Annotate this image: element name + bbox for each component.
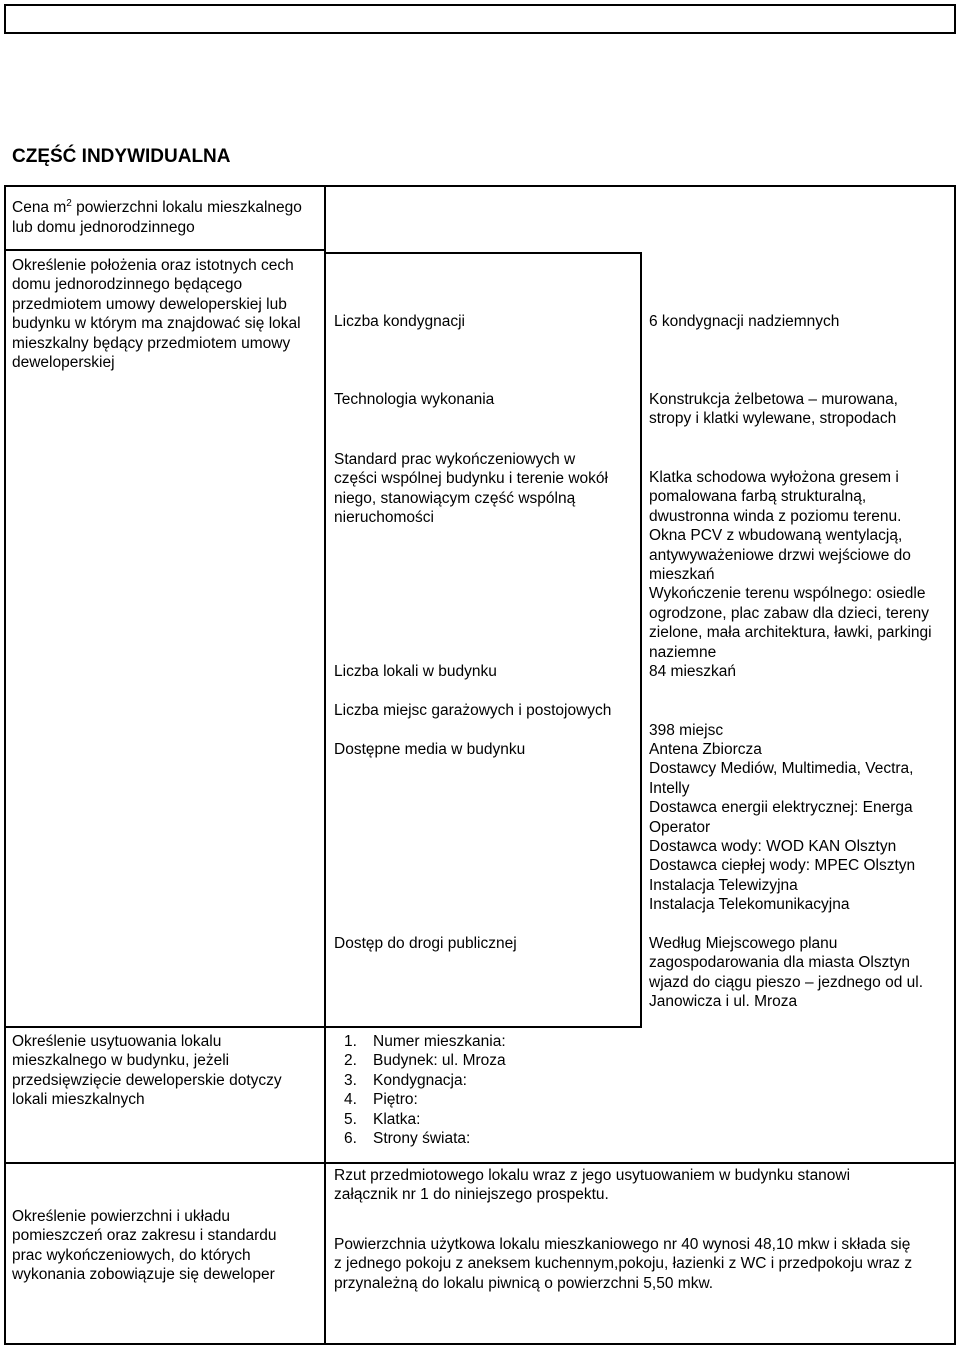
price-label: Cena $m^2$ powierzchni lokalu mieszkalnego lub domu jednorodzinnego [12, 198, 302, 236]
row-divider-header [324, 252, 641, 254]
finishing-label: Standard prac wykończeniowych w części wspólnej budynku i terenie wokół niego, stanowiącym część wspólną nieruchomości [334, 451, 608, 527]
row-divider-price [4, 249, 326, 251]
list-item: 1. Numer mieszkania: [344, 1033, 506, 1050]
area-label: Określenie powierzchni i układu pomieszczeń oraz zakresu i standardu prac wykończeniowych, do których wykonania zobowiązuje się deweloper [12, 1208, 277, 1284]
list-item: 6. Strony świata: [344, 1130, 471, 1148]
technology-value: Konstrukcja żelbetowa – murowana, stropy i klatki wylewane, stropodach [649, 391, 898, 428]
technology-label: Technologia wykonania [334, 391, 495, 408]
header-box [4, 4, 956, 34]
parking-value: 398 miejsc [649, 722, 724, 739]
media-value: Antena Zbiorcza Dostawcy Mediów, Multimedia, Vectra, Intelly Dostawca energii elektrycznej: Energa Operator Dostawca wody: WOD KAN Olsztyn Dostawca ciepłej wody: MPEC Olsztyn Instalacja Telewizyjna Instalacja Telekomunikacyjna [649, 741, 916, 914]
building-location-label: Określenie położenia oraz istotnych cech domu jednorodzinnego będącego przedmiotem umowy deweloperskiej lub budynku w którym ma znajdować się lokal mieszkalny będący przedmiotem umowy deweloperskiej [12, 257, 301, 372]
road-value: Według Miejscowego planu zagospodarowania dla miasta Olsztyn wjazd do ciągu pieszo – jezdnego od ul. Janowicza i ul. Mroza [649, 935, 924, 1011]
storeys-value: 6 kondygnacji nadziemnych [649, 313, 840, 330]
column-divider-values [640, 252, 642, 1028]
list-item: 2. Budynek: ul. Mroza [344, 1052, 506, 1070]
unit-location-list [336, 1032, 506, 1148]
column-divider-main [324, 185, 326, 1345]
list-item: 5. Klatka: [344, 1110, 421, 1128]
row-divider-location [4, 1026, 642, 1028]
parking-label: Liczba miejsc garażowych i postojowych [334, 702, 612, 719]
storeys-label: Liczba kondygnacji [334, 313, 465, 330]
media-label: Dostępne media w budynku [334, 741, 526, 758]
finishing-value: Klatka schodowa wyłożona gresem i pomalowana farbą strukturalną, dwustronna winda z poziomu terenu. Okna PCV z wbudowaną wentylacją, antywyważeniowe drzwi wejściowe do mieszkań Wykończenie terenu wspólnego: osiedle ogrodzone, plac zabaw dla dzieci, tereny zielone, mała architektura, ławki, parkingi naziemne [649, 469, 932, 661]
section-title: CZĘŚĆ INDYWIDUALNA [12, 146, 231, 167]
area-description: Powierzchnia użytkowa lokalu mieszkaniowego nr 40 wynosi 48,10 mkw i składa się z jednego pokoju z aneksem kuchennym,pokoju, łazienki z WC i przedpokoju wraz z przynależną do lokalu piwnicą o powierzchni 5,50 mkw. [334, 1236, 913, 1292]
road-label: Dostęp do drogi publicznej [334, 935, 517, 952]
list-item: 3. Kondygnacja: [344, 1071, 467, 1089]
units-value: 84 mieszkań [649, 663, 737, 680]
row-divider-unit [4, 1162, 956, 1164]
unit-location-label: Określenie usytuowania lokalu mieszkalnego w budynku, jeżeli przedsięwzięcie deweloperskie dotyczy lokali mieszkalnych [12, 1033, 282, 1109]
floor-plan-note: Rzut przedmiotowego lokalu wraz z jego usytuowaniem w budynku stanowi załącznik nr 1 do niniejszego prospektu. [334, 1167, 851, 1204]
list-item: 4. Piętro: [344, 1091, 418, 1109]
units-label: Liczba lokali w budynku [334, 663, 497, 680]
